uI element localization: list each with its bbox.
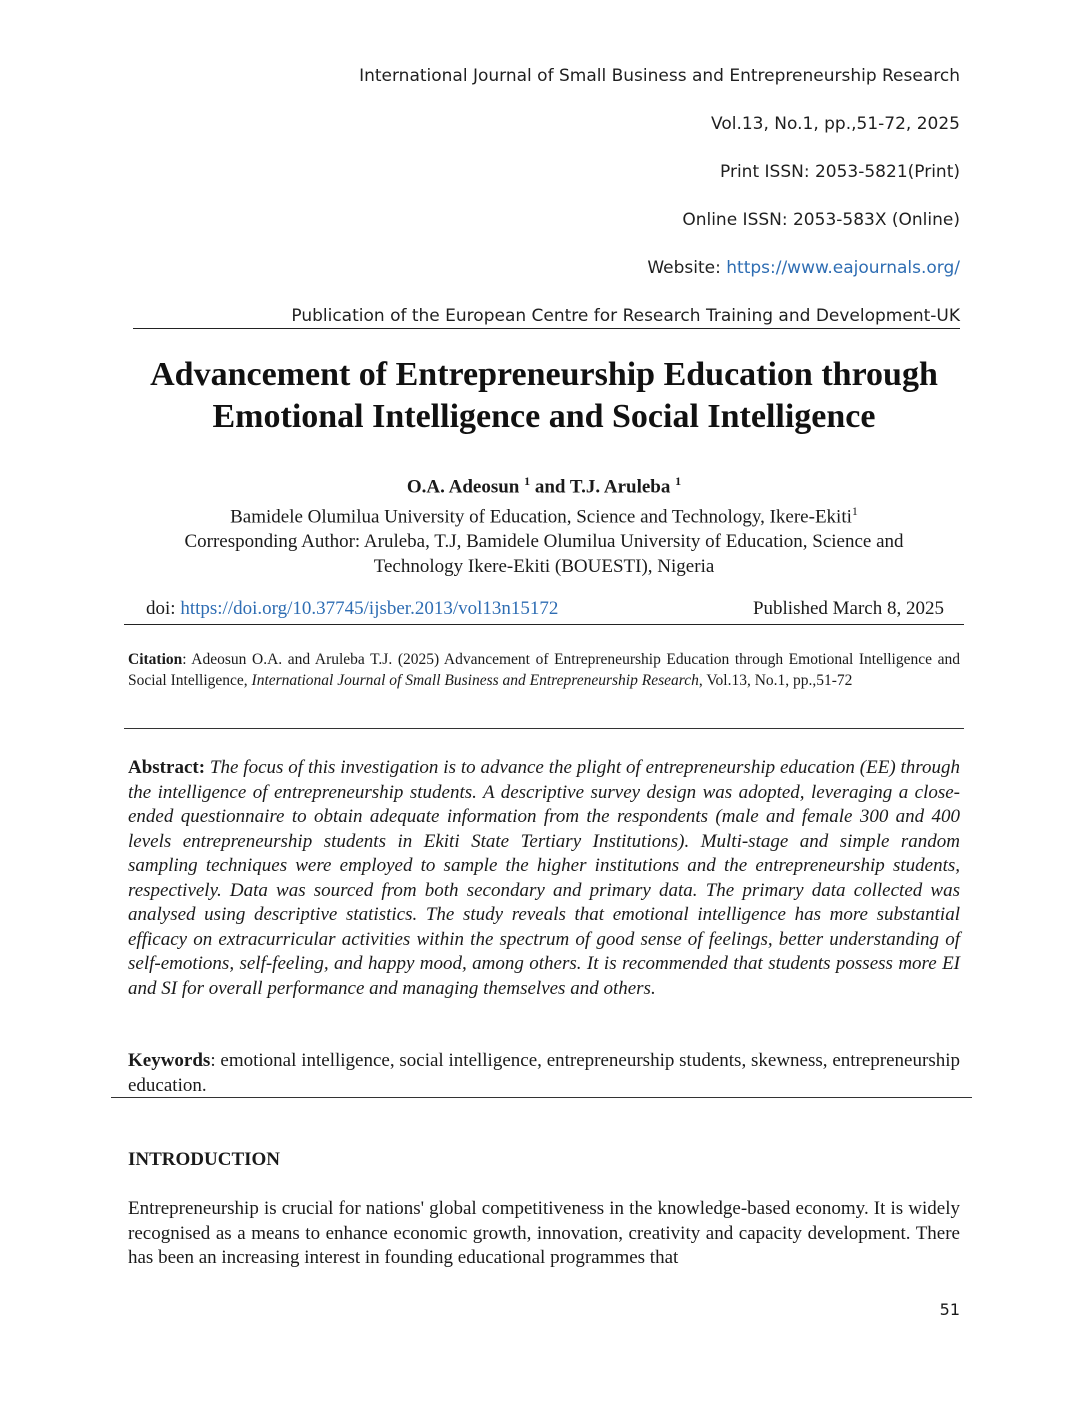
introduction-paragraph: Entrepreneurship is crucial for nations' global competitiveness in the knowledge-based economy. It is widely recognised as a means to enhance economic growth, innovation, creativity and capacity development. There has been an increasing interest in founding educational programmes that [128, 1198, 960, 1268]
citation-text-2: , Vol.13, No.1, pp.,51-72 [698, 672, 853, 689]
doi [146, 598, 558, 620]
affiliation-line-1: Bamidele Olumilua University of Education, Science and Technology, Ikere-Ekiti [230, 506, 852, 528]
affiliations [100, 499, 988, 579]
citation-journal: International Journal of Small Business and Entrepreneurship Research [251, 672, 699, 689]
published-date: Published March 8, 2025 [752, 598, 944, 619]
affiliation-line-2: Corresponding Author: Aruleba, T.J, Bamidele Olumilua University of Education, Science and [184, 531, 904, 553]
title-line-2: Emotional Intelligence and Social Intelligence [212, 398, 876, 435]
website-link[interactable]: https://www.eajournals.org/ [726, 258, 960, 278]
authors-and: and [530, 476, 570, 498]
abstract-text: The focus of this investigation is to advance the plight of entrepreneurship education (EE) through the intelligence of entrepreneurship students. A descriptive survey design was adopted, leveraging a close-ended questionnaire to obtain adequate information from the respondents (male and female 300 and 400 levels entrepreneurship students in Ekiti State Tertiary Institutions). Multi-stage and simple random sampling techniques were employed to sample the higher institutions and the entrepreneurship students, respectively. Data was sourced from both secondary and primary data. The primary data collected was analysed using descriptive statistics. The study reveals that emotional intelligence has more substantial efficacy on extracurricular activities within the spectrum of good sense of feelings, better understanding of self-emotions, self-feeling, and happy mood, among others. It is recommended that students possess more EI and SI for overall performance and managing themselves and others. [128, 757, 960, 999]
keywords [128, 1049, 960, 1098]
author-1: O.A. Adeosun [406, 476, 525, 498]
page-number: 51 [939, 1300, 960, 1319]
citation-text-1: : Adeosun O.A. and Aruleba T.J. (2025) Advancement of Entrepreneurship Education through Emotional Intelligence and Social Intelligence, [128, 651, 960, 689]
publisher-text: Publication of the European Centre for Research Training and Development-UK [287, 306, 960, 326]
affiliation-line-3: Technology Ikere-Ekiti (BOUESTI), Nigeria [373, 556, 715, 578]
divider-keywords [111, 1097, 972, 1098]
divider-citation [124, 728, 964, 729]
publisher-line [133, 306, 960, 329]
affiliation-sup: 1 [851, 504, 858, 518]
keywords-text: : emotional intelligence, social intelligence, entrepreneurship students, skewness, entrepreneurship education. [128, 1050, 960, 1096]
doi-row [124, 598, 964, 625]
website-line [647, 258, 960, 278]
article-title [100, 354, 988, 438]
website-label: Website: [647, 258, 727, 278]
online-issn: Online ISSN: 2053-583X (Online) [682, 210, 960, 230]
keywords-label: Keywords [128, 1050, 211, 1071]
citation-label: Citation [128, 651, 183, 668]
section-heading-introduction: INTRODUCTION [128, 1149, 281, 1170]
author-2: T.J. Aruleba [569, 476, 676, 498]
author-2-sup: 1 [675, 474, 682, 488]
volume-info: Vol.13, No.1, pp.,51-72, 2025 [711, 114, 960, 134]
citation [128, 649, 960, 691]
doi-link[interactable]: https://doi.org/10.37745/ijsber.2013/vol13n15172 [180, 598, 559, 619]
author-1-sup: 1 [524, 474, 531, 488]
abstract-label: Abstract: [128, 757, 206, 778]
title-line-1: Advancement of Entrepreneurship Education through [150, 356, 938, 393]
doi-label: doi: [146, 598, 181, 619]
journal-name: International Journal of Small Business and Entrepreneurship Research [359, 66, 960, 86]
authors [100, 474, 988, 498]
abstract [128, 756, 960, 1001]
print-issn: Print ISSN: 2053-5821(Print) [720, 162, 960, 182]
